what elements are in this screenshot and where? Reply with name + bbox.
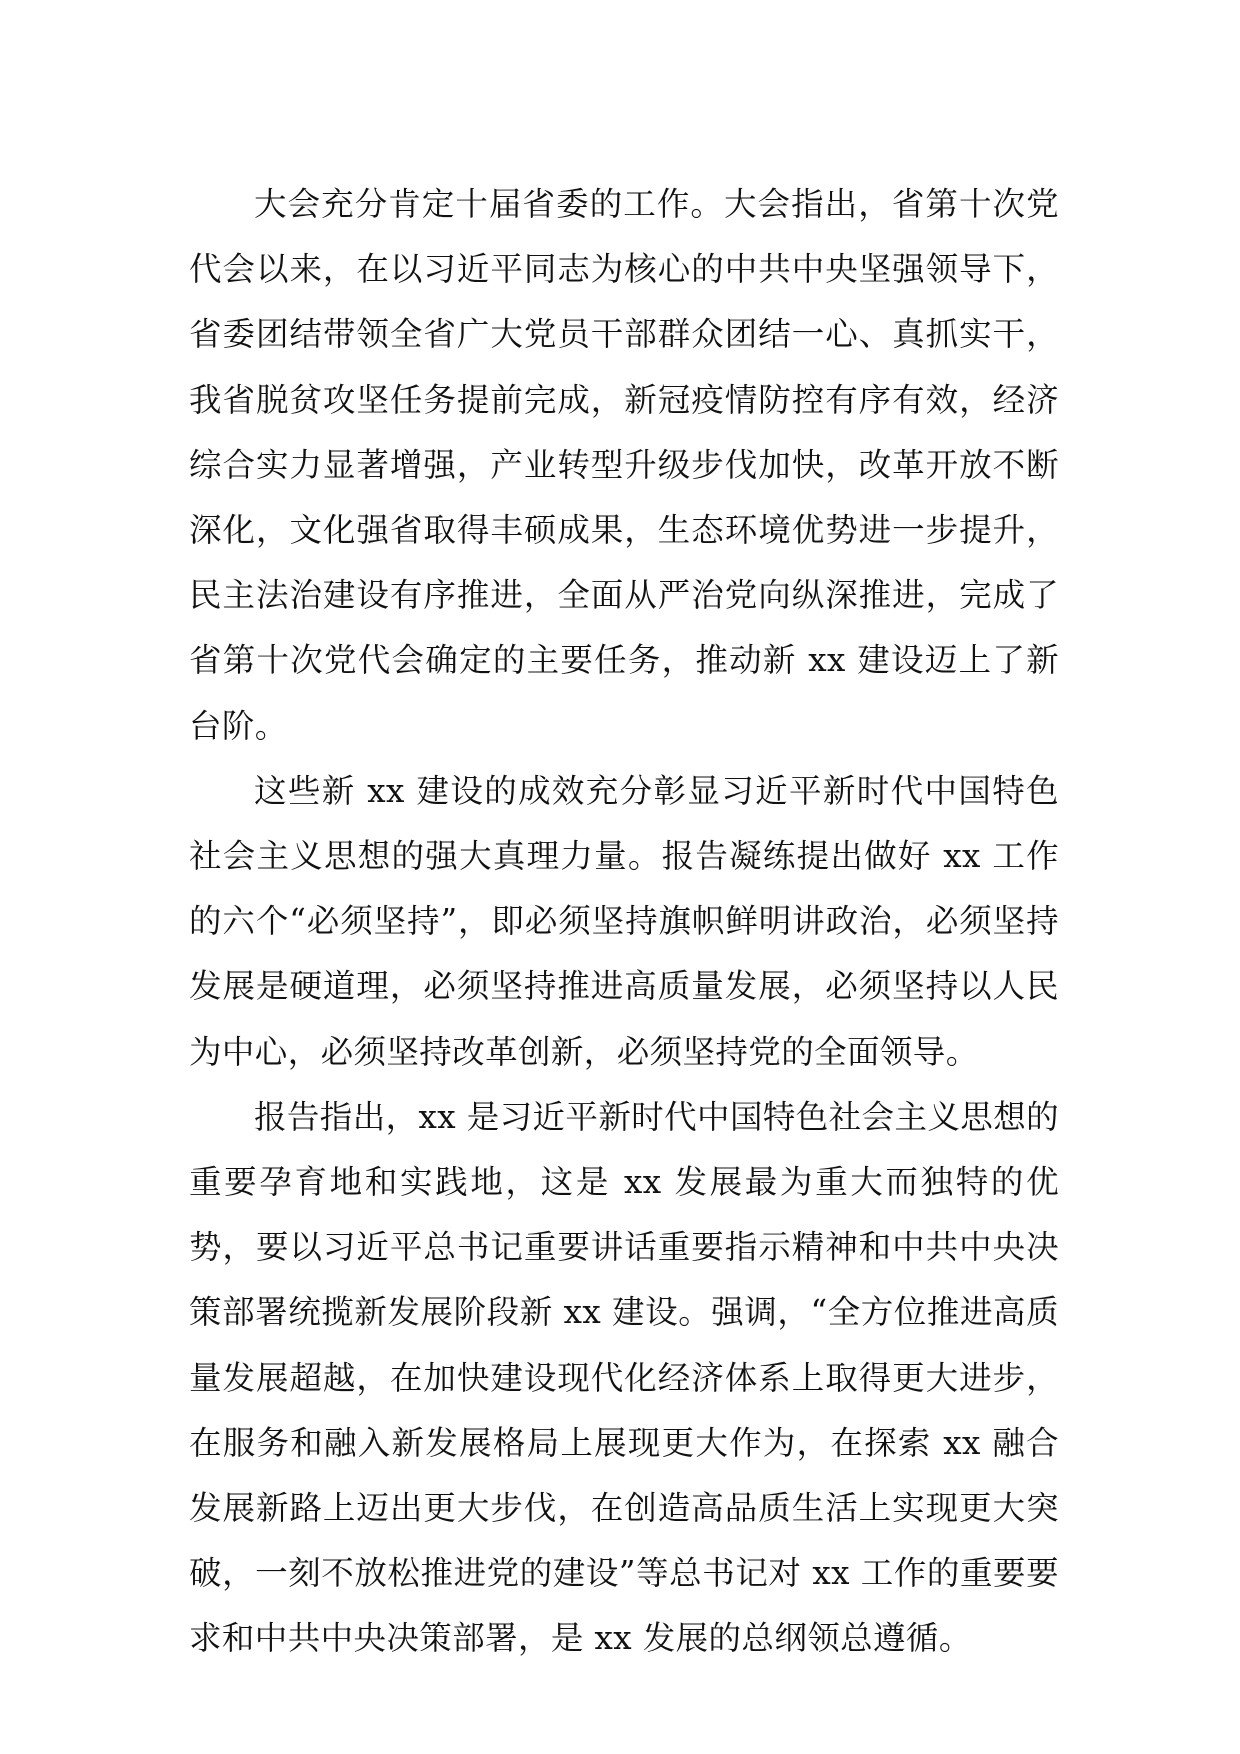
document-body	[189, 172, 1059, 1672]
paragraph-2: 这些新 xx 建设的成效充分彰显习近平新时代中国特色社会主义思想的强大真理力量。报告凝练提出做好 xx 工作的六个“必须坚持”，即必须坚持旗帜鲜明讲政治，必须坚持发展是硬道理，必须坚持推进高质量发展，必须坚持以人民为中心，必须坚持改革创新，必须坚持党的全面领导。	[189, 771, 1059, 1071]
paragraph-3: 报告指出，xx 是习近平新时代中国特色社会主义思想的重要孕育地和实践地，这是 xx 发展最为重大而独特的优势，要以习近平总书记重要讲话重要指示精神和中共中央决策部署统揽新发展阶段新 xx 建设。强调，“全方位推进高质量发展超越，在加快建设现代化经济体系上取得更大进步，在服务和融入新发展格局上展现更大作为，在探索 xx 融合发展新路上迈出更大步伐，在创造高品质生活上实现更大突破，一刻不放松推进党的建设”等总书记对 xx 工作的重要要求和中共中央决策部署，是 xx 发展的总纲领总遵循。	[189, 1097, 1059, 1658]
paragraph-1: 大会充分肯定十届省委的工作。大会指出，省第十次党代会以来，在以习近平同志为核心的中共中央坚强领导下，省委团结带领全省广大党员干部群众团结一心、真抓实干，我省脱贫攻坚任务提前完成，新冠疫情防控有序有效，经济综合实力显著增强，产业转型升级步伐加快，改革开放不断深化，文化强省取得丰硕成果，生态环境优势进一步提升，民主法治建设有序推进，全面从严治党向纵深推进，完成了省第十次党代会确定的主要任务，推动新 xx 建设迈上了新台阶。	[189, 185, 1059, 745]
